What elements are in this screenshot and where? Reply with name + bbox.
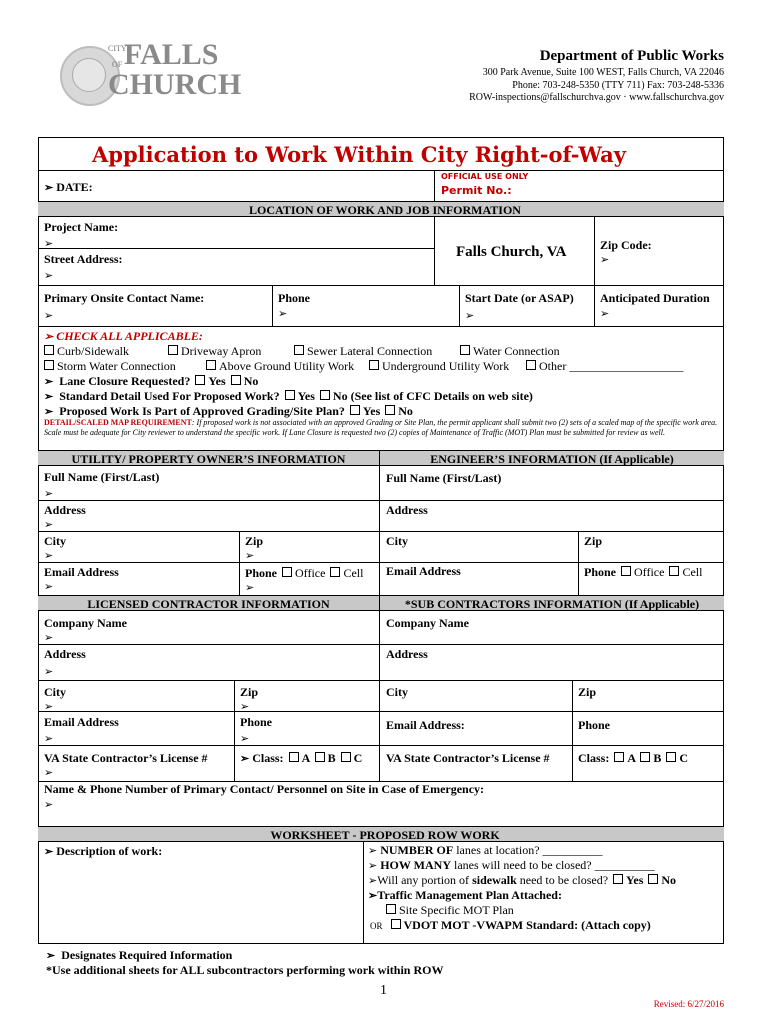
owner-email-input[interactable] bbox=[44, 579, 53, 594]
class-a-checkbox[interactable] bbox=[289, 752, 299, 762]
anticipated-duration-input[interactable] bbox=[600, 306, 609, 321]
owner-zip-label: Zip bbox=[245, 534, 264, 548]
owner-phone-row: Phone Office Cell bbox=[245, 566, 364, 580]
revised-date: Revised: 6/27/2016 bbox=[653, 999, 724, 1009]
grading-yes-checkbox[interactable] bbox=[350, 405, 360, 415]
vdot-checkbox[interactable] bbox=[391, 919, 401, 929]
above-checkbox[interactable] bbox=[206, 360, 216, 370]
start-date-label: Start Date (or ASAP) bbox=[465, 291, 574, 305]
dept-phone: Phone: 703-248-5350 (TTY 711) Fax: 703-248-5336 bbox=[512, 80, 724, 91]
street-address-input[interactable] bbox=[44, 268, 53, 283]
eng-office-checkbox[interactable] bbox=[621, 566, 631, 576]
sub-class-c-checkbox[interactable] bbox=[666, 752, 676, 762]
emergency-label: Name & Phone Number of Primary Contact/ Personnel on Site in Case of Emergency: bbox=[44, 782, 485, 796]
sub-class-b-checkbox[interactable] bbox=[640, 752, 650, 762]
worksheet-header: WORKSHEET - PROPOSED ROW WORK bbox=[270, 828, 500, 842]
opt-water[interactable]: Water Connection bbox=[458, 344, 560, 358]
emergency-input[interactable] bbox=[44, 797, 53, 812]
class-b-checkbox[interactable] bbox=[315, 752, 325, 762]
vdot-option[interactable]: OR VDOT MOT -VWAPM Standard: (Attach copy) bbox=[370, 918, 651, 932]
sub-class-row: Class: A B C bbox=[578, 751, 689, 765]
map-requirement-note: DETAIL/SCALED MAP REQUIREMENT: If proposed work is not associated with an approved Grading or Site Plan, the permit applicant shall submit two (2) sets of a scaled map of the specific work area. Scale must be adequate for City reviewer to understand the specific work. If Lane Closure is requested two (2) copies of Maintenance of Traffic (MOT) Plan must be submitted for review as well. bbox=[44, 418, 718, 437]
opt-sewer[interactable]: Sewer Lateral Connection bbox=[292, 344, 432, 358]
logo-city: CITY bbox=[108, 44, 127, 53]
sub-phone-label: Phone bbox=[578, 718, 611, 732]
description-label: ➢ Description of work: bbox=[44, 844, 162, 859]
sub-city-label: City bbox=[386, 685, 408, 699]
opt-other[interactable]: Other ___________________ bbox=[524, 359, 683, 373]
form-frame bbox=[38, 137, 724, 944]
eng-city-label: City bbox=[386, 534, 408, 548]
opt-above[interactable]: Above Ground Utility Work bbox=[204, 359, 354, 373]
company-phone-label: Phone bbox=[240, 715, 273, 729]
utility-header: UTILITY/ PROPERTY OWNER’S INFORMATION bbox=[71, 452, 346, 466]
site-mot-option[interactable]: Site Specific MOT Plan bbox=[384, 903, 514, 917]
how-many-lanes[interactable]: ➢ HOW MANY lanes will need to be closed? __________ bbox=[368, 858, 655, 873]
sewer-checkbox[interactable] bbox=[294, 345, 304, 355]
owner-address-label: Address bbox=[44, 503, 86, 517]
company-phone-input[interactable] bbox=[240, 731, 249, 746]
primary-contact-label: Primary Onsite Contact Name: bbox=[44, 291, 205, 305]
eng-cell-checkbox[interactable] bbox=[669, 566, 679, 576]
owner-zip-input[interactable] bbox=[245, 548, 254, 563]
number-of-lanes[interactable]: ➢ NUMBER OF lanes at location? __________ bbox=[368, 843, 603, 858]
under-checkbox[interactable] bbox=[369, 360, 379, 370]
owner-name-label: Full Name (First/Last) bbox=[44, 470, 160, 484]
grading-row: ➢ Proposed Work Is Part of Approved Grading/Site Plan? Yes No bbox=[44, 404, 413, 419]
company-address-input[interactable] bbox=[44, 664, 53, 679]
owner-address-input[interactable] bbox=[44, 517, 53, 532]
city-state-value: Falls Church, VA bbox=[456, 244, 567, 260]
class-row: ➢ Class: A B C bbox=[240, 751, 362, 766]
start-date-input[interactable] bbox=[465, 308, 474, 323]
license-label: VA State Contractor’s License # bbox=[44, 751, 208, 765]
opt-under[interactable]: Underground Utility Work bbox=[367, 359, 509, 373]
owner-cell-checkbox[interactable] bbox=[330, 567, 340, 577]
owner-city-input[interactable] bbox=[44, 548, 53, 563]
logo-falls: FALLS bbox=[124, 38, 219, 71]
driveway-checkbox[interactable] bbox=[168, 345, 178, 355]
owner-email-label: Email Address bbox=[44, 565, 119, 579]
dept-name: Department of Public Works bbox=[539, 48, 724, 64]
company-city-label: City bbox=[44, 685, 66, 699]
official-use-label: OFFICIAL USE ONLY bbox=[441, 172, 529, 181]
owner-city-label: City bbox=[44, 534, 66, 548]
company-email-input[interactable] bbox=[44, 731, 53, 746]
sidewalk-row: ➢ Will any portion of sidewalk need to be closed? Yes No bbox=[368, 873, 676, 888]
check-all-heading: ➢ CHECK ALL APPLICABLE: bbox=[44, 329, 203, 344]
phone-label: Phone bbox=[278, 291, 311, 305]
company-name-label: Company Name bbox=[44, 616, 127, 630]
sub-zip-label: Zip bbox=[578, 685, 597, 699]
logo-of: OF bbox=[112, 60, 123, 69]
date-label: ➢ DATE: bbox=[44, 180, 93, 195]
company-name-input[interactable] bbox=[44, 630, 53, 645]
zip-code-label: Zip Code: bbox=[600, 238, 652, 252]
company-email-label: Email Address bbox=[44, 715, 119, 729]
lane-no-checkbox[interactable] bbox=[231, 375, 241, 385]
eng-phone-row: Phone Office Cell bbox=[584, 565, 703, 579]
site-mot-checkbox[interactable] bbox=[386, 904, 396, 914]
dept-address: 300 Park Avenue, Suite 100 WEST, Falls Church, VA 22046 bbox=[482, 67, 724, 78]
zip-code-input[interactable] bbox=[600, 252, 609, 267]
owner-office-checkbox[interactable] bbox=[282, 567, 292, 577]
eng-address-label: Address bbox=[386, 503, 428, 517]
sidewalk-yes-checkbox[interactable] bbox=[613, 874, 623, 884]
opt-curb[interactable]: Curb/Sidewalk bbox=[42, 344, 129, 358]
phone-input[interactable] bbox=[278, 306, 287, 321]
eng-zip-label: Zip bbox=[584, 534, 603, 548]
designates-note: ➢ Designates Required Information bbox=[46, 948, 232, 963]
other-checkbox[interactable] bbox=[526, 360, 536, 370]
grading-no-checkbox[interactable] bbox=[385, 405, 395, 415]
company-zip-label: Zip bbox=[240, 685, 259, 699]
sub-company-label: Company Name bbox=[386, 616, 469, 630]
storm-checkbox[interactable] bbox=[44, 360, 54, 370]
curb-checkbox[interactable] bbox=[44, 345, 54, 355]
lane-closure-row: ➢ Lane Closure Requested? Yes No bbox=[44, 374, 258, 389]
sub-email-label: Email Address: bbox=[386, 718, 465, 732]
sub-address-label: Address bbox=[386, 647, 428, 661]
std-yes-checkbox[interactable] bbox=[285, 390, 295, 400]
project-name-label: Project Name: bbox=[44, 220, 119, 234]
engineer-header: ENGINEER’S INFORMATION (If Applicable) bbox=[430, 452, 674, 466]
standard-detail-row: ➢ Standard Detail Used For Proposed Work? Yes No (See list of CFC Details on web site) bbox=[44, 389, 533, 404]
lane-yes-checkbox[interactable] bbox=[195, 375, 205, 385]
sub-header: *SUB CONTRACTORS INFORMATION (If Applicable) bbox=[404, 597, 700, 611]
std-no-checkbox[interactable] bbox=[320, 390, 330, 400]
opt-storm[interactable]: Storm Water Connection bbox=[42, 359, 176, 373]
street-address-label: Street Address: bbox=[44, 252, 123, 266]
location-header: LOCATION OF WORK AND JOB INFORMATION bbox=[249, 203, 521, 217]
owner-name-input[interactable] bbox=[44, 486, 53, 501]
page-number: 1 bbox=[380, 983, 387, 998]
water-checkbox[interactable] bbox=[460, 345, 470, 355]
subcontractors-note: *Use additional sheets for ALL subcontractors performing work within ROW bbox=[46, 963, 444, 977]
eng-email-label: Email Address bbox=[386, 564, 461, 578]
contractor-header: LICENSED CONTRACTOR INFORMATION bbox=[87, 597, 330, 611]
owner-phone-input[interactable] bbox=[245, 580, 254, 595]
opt-driveway[interactable]: Driveway Apron bbox=[166, 344, 261, 358]
form-title: Application to Work Within City Right-of-Way bbox=[92, 142, 626, 167]
permit-number-field[interactable]: Permit No.: bbox=[441, 184, 512, 197]
tmp-attached: ➢ Traffic Management Plan Attached: bbox=[368, 888, 562, 903]
sub-license-label: VA State Contractor’s License # bbox=[386, 751, 550, 765]
logo-church: CHURCH bbox=[108, 68, 242, 101]
class-c-checkbox[interactable] bbox=[341, 752, 351, 762]
license-input[interactable] bbox=[44, 765, 53, 780]
anticipated-duration-label: Anticipated Duration bbox=[600, 291, 710, 305]
eng-name-label: Full Name (First/Last) bbox=[386, 471, 502, 485]
company-address-label: Address bbox=[44, 647, 86, 661]
sidewalk-no-checkbox[interactable] bbox=[648, 874, 658, 884]
primary-contact-input[interactable] bbox=[44, 308, 53, 323]
city-seal-inner bbox=[72, 58, 106, 92]
dept-email-web: ROW-inspections@fallschurchva.gov · www.fallschurchva.gov bbox=[469, 92, 724, 103]
sub-class-a-checkbox[interactable] bbox=[614, 752, 624, 762]
